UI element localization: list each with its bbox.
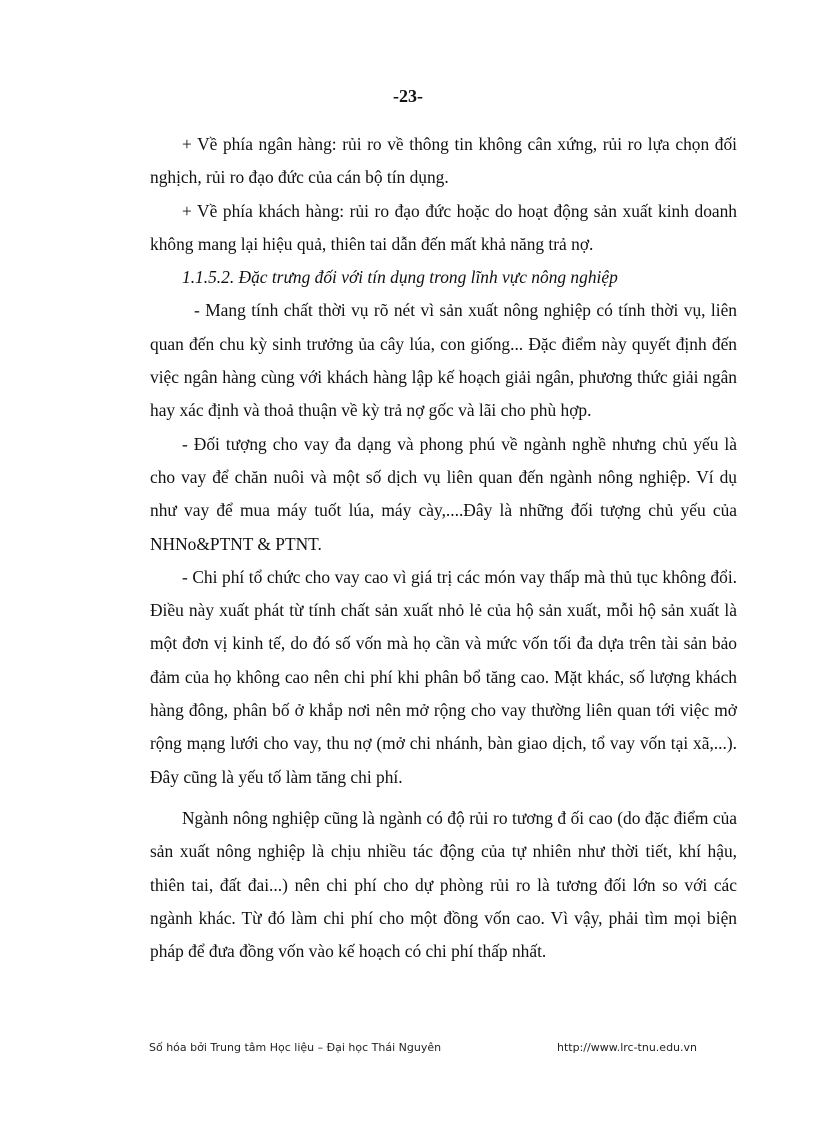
footer-url: http://www.lrc-tnu.edu.vn [557,1041,697,1054]
footer-credit: Số hóa bởi Trung tâm Học liệu – Đại học Thái Nguyên [149,1041,442,1054]
page-footer [149,1041,697,1054]
paragraph-bank-side-risk: + Về phía ngân hàng: rủi ro về thông tin không cân xứng, rủi ro lựa chọn đối nghịch, rủi ro đạo đức của cán bộ tín dụng. [150,134,737,188]
body-text [150,128,737,968]
paragraph-agriculture-risk: Ngành nông nghiệp cũng là ngành có độ rủi ro tương đ ối cao (do đặc điểm của sản xuất nông nghiệp là chịu nhiều tác động của tự nhiên như thời tiết, khí hậu, thiên tai, đất đai...) nên chi phí cho dự phòng rủi ro là tương đối lớn so với các ngành khác. Từ đó làm chi phí cho một đồng vốn cao. Vì vậy, phải tìm mọi biện pháp để đưa đồng vốn vào kế hoạch có chi phí thấp nhất. [150,807,737,962]
paragraph-seasonality: - Mang tính chất thời vụ rõ nét vì sản xuất nông nghiệp có tính thời vụ, liên quan đến chu kỳ sinh trưởng ủa cây lúa, con giống... Đặc điểm này quyết định đến việc ngân hàng cùng với khách hàng lập kế hoạch giải ngân, phương thức giải ngân hay xác định và thoả thuận về kỳ trả nợ gốc và lãi cho phù hợp. [150,300,737,421]
paragraph-customer-side-risk: + Về phía khách hàng: rủi ro đạo đức hoặc do hoạt động sản xuất kinh doanh không mang lại hiệu quả, thiên tai dẫn đến mất khả năng trả nợ. [150,200,737,254]
section-heading: 1.1.5.2. Đặc trưng đối với tín dụng trong lĩnh vực nông nghiệp [182,267,618,288]
paragraph-organization-cost: - Chi phí tổ chức cho vay cao vì giá trị các món vay thấp mà thủ tục không đổi. Điều này xuất phát từ tính chất sản xuất nhỏ lẻ của hộ sản xuất, mỗi hộ sản xuất là một đơn vị kinh tế, do đó số vốn mà họ cần và mức vốn tối đa dựa trên tài sản bảo đảm của họ không cao nên chi phí khi phân bổ tăng cao. Mặt khác, số lượng khách hàng đông, phân bố ở khắp nơi nên mở rộng cho vay thường liên quan tới việc mở rộng mạng lưới cho vay, thu nợ (mở chi nhánh, bàn giao dịch, tổ vay vốn tại xã,...). Đây cũng là yếu tố làm tăng chi phí. [150,566,737,787]
paragraph-loan-objects: - Đối tượng cho vay đa dạng và phong phú về ngành nghề nhưng chủ yếu là cho vay để chăn nuôi và một số dịch vụ liên quan đến ngành nông nghiệp. Ví dụ như vay để mua máy tuốt lúa, máy cày,....Đây là những đối tượng chủ yếu của NHNo&PTNT & PTNT. [150,433,737,554]
page-number: -23- [393,86,423,106]
